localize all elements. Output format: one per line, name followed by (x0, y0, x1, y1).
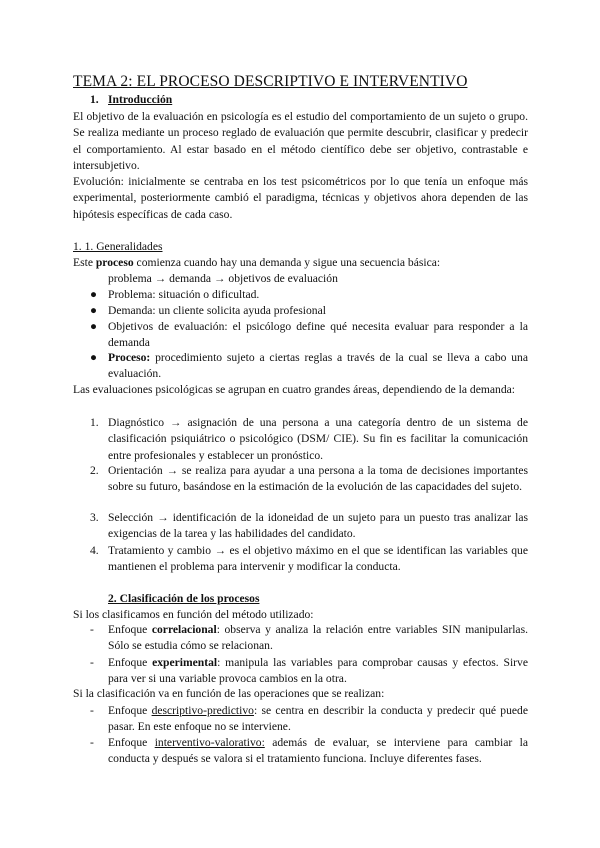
process-intro (73, 255, 528, 271)
approach-desc: : se centra en describir la conducta y predecir qué puede pasar. En este enfoque no se interviene. (108, 704, 528, 734)
intro-pre: Este (73, 256, 96, 269)
approach-item (108, 622, 528, 655)
approach-item (108, 655, 528, 688)
areas-intro: Las evaluaciones psicológicas se agrupan en cuatro grandes áreas, dependiendo de la demanda: (73, 383, 515, 396)
approach-desc: además de evaluar, se interviene para cambiar la conducta y después se valora si el tratamiento funciona. Incluye diferentes fases. (108, 736, 528, 766)
intro-bold: proceso (95, 256, 134, 269)
bullet-text: Demanda: un cliente solicita ayuda profesional (108, 304, 326, 317)
bullet-item (108, 287, 528, 303)
section-heading-text: 2. Clasificación de los procesos (108, 592, 260, 605)
evolution-paragraph: Evolución: inicialmente se centraba en los test psicométricos por lo que tenía un enfoque más experimental, posteriormente cambió el paradigma, técnicas y objetivos ahora dependen de las hipótesis específicas de cada caso. (73, 175, 528, 221)
approach-pre: Enfoque (108, 704, 152, 717)
intro-post: comienza cuando hay una demanda y sigue una secuencia básica: (133, 256, 441, 269)
approach-item (108, 703, 528, 736)
approach-pre: Enfoque (108, 656, 153, 669)
section-heading-text: Introducción (108, 93, 173, 106)
list-number: 1. (90, 416, 99, 429)
approach-name: descriptivo-predictivo (151, 704, 254, 717)
bullet-text: procedimiento sujeto a ciertas reglas a través de la cual se lleva a cabo una evaluación. (108, 351, 528, 381)
dash-marker: - (90, 736, 94, 749)
bullet-item (108, 303, 528, 319)
bullet-item (108, 350, 528, 383)
section-2-heading (108, 591, 259, 607)
bullet-bold: Proceso: (108, 351, 151, 364)
dash-marker: - (90, 704, 94, 717)
area-item: Selección → identificación de la idoneidad de un sujeto para un puesto tras analizar las exigencias de la tarea y las habilidades del candidato. (108, 511, 528, 541)
approach-desc: : observa y analiza la relación entre variables SIN manipularlas. Sólo se estudia cómo se relacionan. (108, 623, 528, 653)
subsection-heading-text: 1. 1. Generalidades (73, 240, 163, 253)
list-number: 2. (90, 464, 99, 477)
bullet-icon: ● (90, 351, 98, 364)
approach-item (108, 735, 528, 768)
area-item: Orientación → se realiza para ayudar a una persona a la toma de decisiones importantes sobre su futuro, basándose en la estimación de la evolución de las capacidades del sujeto. (108, 464, 528, 494)
approach-pre: Enfoque (108, 623, 152, 636)
bullet-icon: ● (90, 320, 98, 333)
bullet-icon: ● (90, 304, 98, 317)
approach-pre: Enfoque (108, 736, 155, 749)
bullet-text: Objetivos de evaluación: el psicólogo define qué necesita evaluar para responder a la demanda (108, 320, 528, 350)
document-title: TEMA 2: EL PROCESO DESCRIPTIVO E INTERVENTIVO (73, 73, 468, 90)
section-number: 1. (90, 93, 99, 106)
section-1-number (90, 92, 99, 108)
bullet-text: Problema: situación o dificultad. (108, 288, 260, 301)
list-number: 4. (90, 544, 99, 557)
bullet-icon: ● (90, 288, 98, 301)
area-item: Tratamiento y cambio → es el objetivo máximo en el que se identifican las variables que mantienen el problema para intervenir y modificar la conducta. (108, 544, 528, 574)
sequence-line: problema → demanda → objetivos de evaluación (108, 272, 338, 285)
bullet-item (108, 319, 528, 352)
section-1-heading (108, 92, 172, 108)
dash-marker: - (90, 623, 94, 636)
approach-name: interventivo-valorativo: (154, 736, 265, 749)
operations-intro: Si la clasificación va en función de las operaciones que se realizan: (73, 687, 385, 700)
method-intro: Si los clasificamos en función del método utilizado: (73, 608, 314, 621)
dash-marker: - (90, 656, 94, 669)
approach-name: correlacional (151, 623, 217, 636)
approach-name: experimental (152, 656, 218, 669)
intro-paragraph: El objetivo de la evaluación en psicología es el estudio del comportamiento de un sujeto o grupo. Se realiza mediante un proceso reglado de evaluación que permite descubrir, clasificar y predecir el comportamiento. Al estar basado en el método científico debe ser objetivo, contrastable e intersubjetivo. (73, 110, 528, 173)
area-item: Diagnóstico → asignación de una persona a una categoría dentro de un sistema de clasificación psiquiátrico o psicológico (DSM/ CIE). Su fin es facilitar la comunicación entre profesionales y establecer un pronóstico. (108, 416, 528, 462)
subsection-heading (73, 239, 528, 255)
approach-desc: : manipula las variables para comprobar causas y efectos. Sirve para ver si una variable provoca cambios en la otra. (108, 656, 528, 686)
list-number: 3. (90, 511, 99, 524)
